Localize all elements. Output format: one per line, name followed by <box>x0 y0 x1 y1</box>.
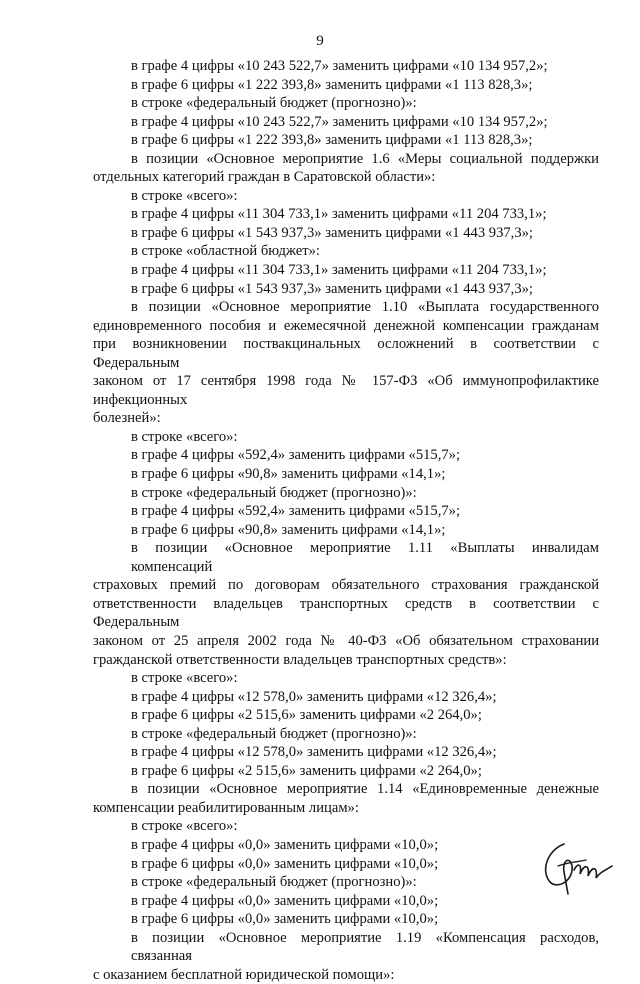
text-line: в строке «всего»: <box>131 818 238 835</box>
text-line: в графе 4 цифры «592,4» заменить цифрами «515,7»; <box>131 503 461 520</box>
text-line: страховых премий по договорам обязательного страхования гражданской <box>93 577 599 594</box>
text-line: гражданской ответственности владельцев транспортных средств»: <box>93 651 507 668</box>
text-line: в графе 6 цифры «1 222 393,8» заменить цифрами «1 113 828,3»; <box>131 132 533 149</box>
text-line: в графе 6 цифры «2 515,6» заменить цифрами «2 264,0»; <box>131 707 482 724</box>
text-line: в графе 6 цифры «2 515,6» заменить цифрами «2 264,0»; <box>131 762 482 779</box>
text-line: отдельных категорий граждан в Саратовской области»: <box>93 169 436 186</box>
text-line: единовременного пособия и ежемесячной денежной компенсации гражданам <box>93 317 599 334</box>
text-line: законом от 25 апреля 2002 года № 40-ФЗ «Об обязательном страховании <box>93 632 599 649</box>
text-line: в строке «федеральный бюджет (прогнозно)»: <box>131 725 417 742</box>
text-line: ответственности владельцев транспортных средств в соответствии с Федеральным <box>93 595 599 631</box>
text-line: в графе 4 цифры «0,0» заменить цифрами «10,0»; <box>131 836 439 853</box>
text-line: компенсации реабилитированным лицам»: <box>93 799 359 816</box>
text-line: в графе 4 цифры «11 304 733,1» заменить цифрами «11 204 733,1»; <box>131 262 547 279</box>
handwritten-signature <box>534 836 618 900</box>
text-line: в строке «всего»: <box>131 187 238 204</box>
document-body <box>93 57 599 984</box>
text-line: в строке «федеральный бюджет (прогнозно)»: <box>131 484 417 501</box>
text-line: в позиции «Основное мероприятие 1.19 «Компенсация расходов, связанная <box>131 929 599 965</box>
text-line: в графе 4 цифры «12 578,0» заменить цифрами «12 326,4»; <box>131 744 497 761</box>
text-line: в графе 4 цифры «10 243 522,7» заменить цифрами «10 134 957,2»; <box>131 58 548 74</box>
text-line: при возникновении поствакцинальных осложнений в соответствии с Федеральным <box>93 336 599 371</box>
text-line: в позиции «Основное мероприятие 1.10 «Выплата государственного <box>131 299 599 316</box>
text-line: в позиции «Основное мероприятие 1.14 «Единовременные денежные <box>131 781 599 798</box>
text-line: в позиции «Основное мероприятие 1.6 «Меры социальной поддержки <box>131 150 599 167</box>
text-line: в графе 6 цифры «1 543 937,3» заменить цифрами «1 443 937,3»; <box>131 280 533 297</box>
text-line: в графе 4 цифры «0,0» заменить цифрами «10,0»; <box>131 892 439 909</box>
text-line: в графе 4 цифры «12 578,0» заменить цифрами «12 326,4»; <box>131 688 497 705</box>
text-line: в строке «всего»: <box>131 428 238 445</box>
text-line: болезней»: <box>93 410 161 427</box>
text-line: в строке «областной бюджет»: <box>131 243 320 260</box>
text-line: законом от 17 сентября 1998 года № 157-ФЗ «Об иммунопрофилактике инфекционных <box>93 373 599 408</box>
text-line: в графе 4 цифры «10 243 522,7» заменить цифрами «10 134 957,2»; <box>131 113 548 130</box>
text-line: в графе 6 цифры «0,0» заменить цифрами «10,0»; <box>131 855 439 872</box>
text-line: в строке «всего»: <box>131 670 238 687</box>
text-line: в позиции «Основное мероприятие 1.11 «Выплаты инвалидам компенсаций <box>131 540 599 575</box>
text-line: в строке «федеральный бюджет (прогнозно)»: <box>131 874 417 891</box>
text-line: с оказанием бесплатной юридической помощи»: <box>93 966 395 983</box>
text-line: в графе 6 цифры «90,8» заменить цифрами «14,1»; <box>131 466 446 483</box>
text-line: в графе 6 цифры «1 543 937,3» заменить цифрами «1 443 937,3»; <box>131 224 533 241</box>
text-line: в графе 6 цифры «0,0» заменить цифрами «10,0»; <box>131 911 439 928</box>
text-line: в графе 6 цифры «1 222 393,8» заменить цифрами «1 113 828,3»; <box>131 76 533 93</box>
text-line: в графе 4 цифры «592,4» заменить цифрами «515,7»; <box>131 447 461 464</box>
text-line: в графе 6 цифры «90,8» заменить цифрами «14,1»; <box>131 521 446 538</box>
text-line: в графе 4 цифры «11 304 733,1» заменить цифрами «11 204 733,1»; <box>131 206 547 223</box>
page-number: 9 <box>316 33 324 49</box>
text-line: в строке «федеральный бюджет (прогнозно)»: <box>131 95 417 112</box>
